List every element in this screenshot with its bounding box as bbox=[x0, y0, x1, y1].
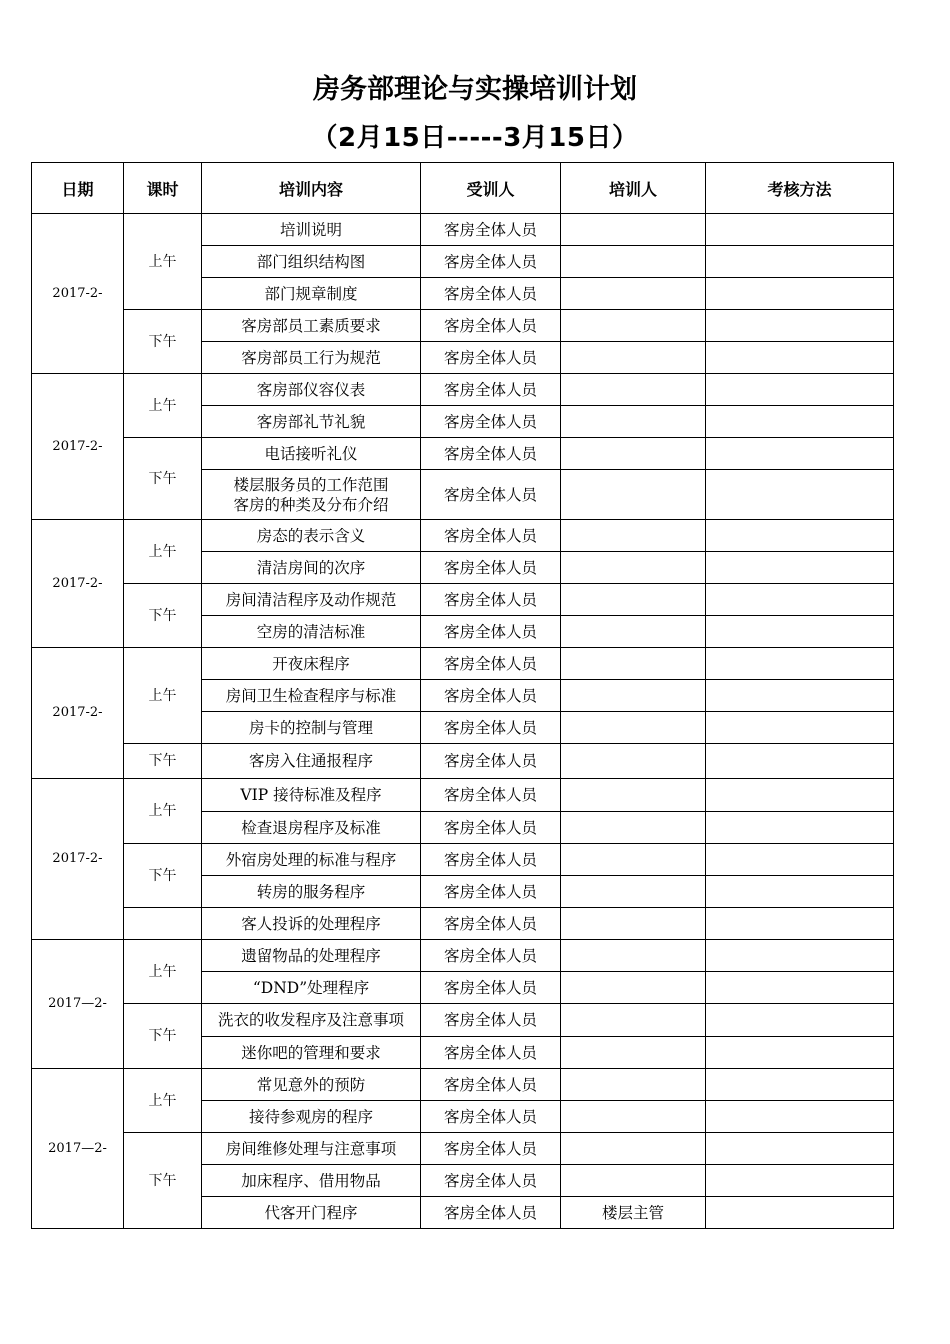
method-cell bbox=[706, 310, 894, 342]
date-cell: 2017-2- bbox=[32, 520, 124, 648]
method-cell bbox=[706, 908, 894, 940]
trainer-cell bbox=[561, 908, 706, 940]
trainer-cell bbox=[561, 1004, 706, 1037]
topic-line: 房间卫生检查程序与标准 bbox=[225, 686, 397, 705]
topic-cell bbox=[202, 1165, 421, 1197]
topic-line: 清洁房间的次序 bbox=[256, 558, 366, 577]
session-cell: 下午 bbox=[124, 1133, 202, 1229]
trainee-cell: 客房全体人员 bbox=[421, 876, 561, 908]
trainee-cell: 客房全体人员 bbox=[421, 812, 561, 844]
topic-line: 部门规章制度 bbox=[264, 284, 358, 303]
table-row bbox=[32, 1069, 894, 1101]
topic-cell bbox=[202, 520, 421, 552]
trainer-cell bbox=[561, 214, 706, 246]
trainee-cell: 客房全体人员 bbox=[421, 1037, 561, 1069]
session-cell: 下午 bbox=[124, 438, 202, 520]
method-cell bbox=[706, 648, 894, 680]
topic-line: “DND”处理程序 bbox=[252, 978, 370, 997]
topic-line: 客房入住通报程序 bbox=[248, 752, 373, 770]
method-cell bbox=[706, 246, 894, 278]
topic-line: 客房部仪容仪表 bbox=[256, 380, 366, 399]
method-cell bbox=[706, 374, 894, 406]
topic-cell bbox=[202, 214, 421, 246]
method-cell bbox=[706, 438, 894, 470]
method-cell bbox=[706, 278, 894, 310]
topic-lines bbox=[249, 751, 373, 771]
date-cell: 2017—2- bbox=[32, 1069, 124, 1229]
session-cell: 上午 bbox=[124, 648, 202, 744]
trainer-cell bbox=[561, 616, 706, 648]
trainer-cell bbox=[561, 470, 706, 520]
trainer-cell bbox=[561, 812, 706, 844]
table-row bbox=[32, 584, 894, 616]
topic-cell bbox=[202, 680, 421, 712]
topic-cell bbox=[202, 616, 421, 648]
topic-line: 加床程序、借用物品 bbox=[241, 1171, 381, 1190]
page-subtitle: （2月15日-----3月15日） bbox=[311, 123, 639, 153]
method-cell bbox=[706, 876, 894, 908]
method-cell bbox=[706, 1197, 894, 1229]
header-session: 课时 bbox=[124, 163, 202, 214]
trainee-cell: 客房全体人员 bbox=[421, 1165, 561, 1197]
topic-lines bbox=[233, 475, 388, 515]
topic-lines bbox=[226, 686, 397, 706]
trainee-cell: 客房全体人员 bbox=[421, 616, 561, 648]
topic-line: 培训说明 bbox=[279, 220, 342, 239]
topic-lines bbox=[241, 316, 381, 336]
table-row bbox=[32, 779, 894, 812]
method-cell bbox=[706, 616, 894, 648]
topic-cell bbox=[202, 940, 421, 972]
table-row bbox=[32, 438, 894, 470]
trainer-cell bbox=[561, 1133, 706, 1165]
trainer-cell bbox=[561, 278, 706, 310]
topic-line: 客房部礼节礼貌 bbox=[256, 412, 366, 431]
trainee-cell: 客房全体人员 bbox=[421, 214, 561, 246]
trainee-cell: 客房全体人员 bbox=[421, 584, 561, 616]
trainee-cell: 客房全体人员 bbox=[421, 940, 561, 972]
method-cell bbox=[706, 1101, 894, 1133]
topic-lines bbox=[226, 1139, 397, 1159]
trainer-cell bbox=[561, 972, 706, 1004]
trainer-cell bbox=[561, 342, 706, 374]
date-cell: 2017-2- bbox=[32, 648, 124, 779]
topic-cell bbox=[202, 278, 421, 310]
table-row bbox=[32, 1004, 894, 1037]
topic-lines bbox=[241, 818, 381, 838]
trainee-cell: 客房全体人员 bbox=[421, 406, 561, 438]
session-cell: 上午 bbox=[124, 520, 202, 584]
trainee-cell: 客房全体人员 bbox=[421, 374, 561, 406]
method-cell bbox=[706, 744, 894, 779]
trainer-cell bbox=[561, 940, 706, 972]
topic-lines bbox=[241, 1043, 381, 1063]
table-row bbox=[32, 648, 894, 680]
trainee-cell: 客房全体人员 bbox=[421, 310, 561, 342]
topic-line: 转房的服务程序 bbox=[256, 882, 366, 901]
session-cell: 下午 bbox=[124, 844, 202, 908]
date-cell: 2017—2- bbox=[32, 940, 124, 1069]
topic-lines bbox=[264, 1203, 357, 1223]
trainer-cell bbox=[561, 246, 706, 278]
method-cell bbox=[706, 779, 894, 812]
header-row bbox=[32, 163, 894, 214]
topic-line: 常见意外的预防 bbox=[256, 1075, 366, 1094]
session-cell: 下午 bbox=[124, 744, 202, 779]
topic-cell bbox=[202, 812, 421, 844]
trainer-cell bbox=[561, 438, 706, 470]
trainee-cell: 客房全体人员 bbox=[421, 648, 561, 680]
topic-cell bbox=[202, 406, 421, 438]
topic-cell bbox=[202, 908, 421, 940]
topic-lines bbox=[226, 850, 397, 870]
trainer-cell bbox=[561, 1165, 706, 1197]
topic-line: 代客开门程序 bbox=[264, 1203, 358, 1222]
trainer-cell bbox=[561, 520, 706, 552]
date-cell: 2017-2- bbox=[32, 214, 124, 374]
topic-lines bbox=[272, 654, 350, 674]
topic-lines bbox=[257, 252, 366, 272]
topic-cell bbox=[202, 648, 421, 680]
header-trainee: 受训人 bbox=[421, 163, 561, 214]
table-row bbox=[32, 844, 894, 876]
page-title: 房务部理论与实操培训计划 bbox=[313, 74, 637, 105]
topic-lines bbox=[218, 1010, 404, 1030]
topic-lines bbox=[249, 718, 373, 738]
header-trainer: 培训人 bbox=[561, 163, 706, 214]
topic-line: 客人投诉的处理程序 bbox=[241, 914, 381, 933]
topic-line: 房间维修处理与注意事项 bbox=[225, 1139, 397, 1158]
trainee-cell: 客房全体人员 bbox=[421, 1069, 561, 1101]
trainer-cell bbox=[561, 406, 706, 438]
trainee-cell: 客房全体人员 bbox=[421, 552, 561, 584]
topic-cell bbox=[202, 310, 421, 342]
trainee-cell: 客房全体人员 bbox=[421, 342, 561, 374]
training-plan-table bbox=[31, 162, 894, 1229]
header-method: 考核方法 bbox=[706, 163, 894, 214]
topic-lines bbox=[240, 785, 381, 805]
trainee-cell: 客房全体人员 bbox=[421, 908, 561, 940]
method-cell bbox=[706, 712, 894, 744]
topic-line: 迷你吧的管理和要求 bbox=[241, 1043, 381, 1062]
topic-lines bbox=[249, 1107, 373, 1127]
table-row bbox=[32, 214, 894, 246]
trainee-cell: 客房全体人员 bbox=[421, 278, 561, 310]
topic-cell bbox=[202, 342, 421, 374]
table-row bbox=[32, 744, 894, 779]
topic-line: 部门组织结构图 bbox=[256, 252, 366, 271]
trainer-cell bbox=[561, 648, 706, 680]
topic-cell bbox=[202, 1197, 421, 1229]
trainer-cell bbox=[561, 374, 706, 406]
topic-cell bbox=[202, 584, 421, 616]
topic-lines bbox=[257, 380, 366, 400]
method-cell bbox=[706, 1004, 894, 1037]
topic-lines bbox=[257, 622, 366, 642]
trainer-cell bbox=[561, 744, 706, 779]
table-row bbox=[32, 1133, 894, 1165]
trainee-cell: 客房全体人员 bbox=[421, 1101, 561, 1133]
trainee-cell: 客房全体人员 bbox=[421, 680, 561, 712]
session-cell: 上午 bbox=[124, 779, 202, 844]
topic-lines bbox=[241, 1171, 381, 1191]
trainer-cell bbox=[561, 712, 706, 744]
trainee-cell: 客房全体人员 bbox=[421, 712, 561, 744]
session-cell: 下午 bbox=[124, 584, 202, 648]
method-cell bbox=[706, 584, 894, 616]
topic-line: 房间清洁程序及动作规范 bbox=[225, 590, 397, 609]
topic-cell bbox=[202, 374, 421, 406]
topic-cell bbox=[202, 552, 421, 584]
topic-lines bbox=[241, 946, 381, 966]
topic-lines bbox=[280, 220, 342, 240]
trainer-cell bbox=[561, 584, 706, 616]
date-cell: 2017-2- bbox=[32, 374, 124, 520]
trainee-cell: 客房全体人员 bbox=[421, 438, 561, 470]
topic-cell bbox=[202, 1037, 421, 1069]
topic-line: 检查退房程序及标准 bbox=[241, 818, 381, 837]
method-cell bbox=[706, 972, 894, 1004]
topic-lines bbox=[253, 978, 369, 998]
trainer-cell bbox=[561, 310, 706, 342]
topic-cell bbox=[202, 246, 421, 278]
topic-line: 接待参观房的程序 bbox=[248, 1107, 373, 1126]
trainer-cell bbox=[561, 1069, 706, 1101]
method-cell bbox=[706, 470, 894, 520]
topic-cell bbox=[202, 1101, 421, 1133]
topic-line: 开夜床程序 bbox=[272, 654, 350, 673]
session-cell: 上午 bbox=[124, 1069, 202, 1133]
session-cell: 上午 bbox=[124, 374, 202, 438]
topic-line: 房态的表示含义 bbox=[256, 526, 366, 545]
topic-line: 洗衣的收发程序及注意事项 bbox=[217, 1011, 404, 1029]
session-cell: 下午 bbox=[124, 1004, 202, 1069]
method-cell bbox=[706, 552, 894, 584]
topic-line: VIP 接待标准及程序 bbox=[240, 786, 382, 804]
trainee-cell: 客房全体人员 bbox=[421, 1004, 561, 1037]
method-cell bbox=[706, 342, 894, 374]
table-row bbox=[32, 520, 894, 552]
topic-cell bbox=[202, 844, 421, 876]
trainer-cell bbox=[561, 1101, 706, 1133]
topic-line: 房卡的控制与管理 bbox=[248, 718, 373, 737]
session-cell: 上午 bbox=[124, 940, 202, 1004]
topic-line: 电话接听礼仪 bbox=[264, 444, 358, 463]
trainee-cell: 客房全体人员 bbox=[421, 1133, 561, 1165]
topic-cell bbox=[202, 1133, 421, 1165]
trainer-cell bbox=[561, 779, 706, 812]
trainee-cell: 客房全体人员 bbox=[421, 520, 561, 552]
topic-cell bbox=[202, 744, 421, 779]
topic-lines bbox=[257, 882, 366, 902]
method-cell bbox=[706, 406, 894, 438]
topic-line: 遗留物品的处理程序 bbox=[241, 946, 381, 965]
trainee-cell: 客房全体人员 bbox=[421, 470, 561, 520]
topic-line: 客房的种类及分布介绍 bbox=[233, 495, 389, 514]
session-cell bbox=[124, 908, 202, 940]
table-row bbox=[32, 940, 894, 972]
topic-lines bbox=[257, 558, 366, 578]
session-cell: 上午 bbox=[124, 214, 202, 310]
method-cell bbox=[706, 680, 894, 712]
topic-lines bbox=[264, 444, 357, 464]
trainer-cell bbox=[561, 876, 706, 908]
topic-cell bbox=[202, 1069, 421, 1101]
topic-lines bbox=[257, 526, 366, 546]
trainee-cell: 客房全体人员 bbox=[421, 1197, 561, 1229]
trainer-cell: 楼层主管 bbox=[561, 1197, 706, 1229]
topic-cell bbox=[202, 876, 421, 908]
topic-lines bbox=[257, 1075, 366, 1095]
topic-cell bbox=[202, 972, 421, 1004]
trainer-cell bbox=[561, 844, 706, 876]
topic-line: 外宿房处理的标准与程序 bbox=[225, 850, 397, 869]
topic-cell bbox=[202, 779, 421, 812]
table-body bbox=[32, 214, 894, 1229]
table-row bbox=[32, 310, 894, 342]
topic-lines bbox=[257, 412, 366, 432]
method-cell bbox=[706, 1165, 894, 1197]
session-cell: 下午 bbox=[124, 310, 202, 374]
topic-lines bbox=[241, 914, 381, 934]
method-cell bbox=[706, 214, 894, 246]
trainer-cell bbox=[561, 1037, 706, 1069]
topic-line: 空房的清洁标准 bbox=[256, 622, 366, 641]
trainee-cell: 客房全体人员 bbox=[421, 246, 561, 278]
method-cell bbox=[706, 1069, 894, 1101]
date-cell: 2017-2- bbox=[32, 779, 124, 940]
trainee-cell: 客房全体人员 bbox=[421, 972, 561, 1004]
topic-cell bbox=[202, 1004, 421, 1037]
table-row bbox=[32, 374, 894, 406]
topic-cell bbox=[202, 712, 421, 744]
table-row bbox=[32, 908, 894, 940]
topic-line: 楼层服务员的工作范围 bbox=[233, 475, 389, 494]
topic-line: 客房部员工素质要求 bbox=[241, 316, 381, 335]
topic-cell bbox=[202, 470, 421, 520]
trainee-cell: 客房全体人员 bbox=[421, 779, 561, 812]
method-cell bbox=[706, 940, 894, 972]
method-cell bbox=[706, 520, 894, 552]
trainee-cell: 客房全体人员 bbox=[421, 844, 561, 876]
topic-lines bbox=[264, 284, 357, 304]
method-cell bbox=[706, 844, 894, 876]
method-cell bbox=[706, 1037, 894, 1069]
method-cell bbox=[706, 1133, 894, 1165]
trainer-cell bbox=[561, 552, 706, 584]
header-topic: 培训内容 bbox=[202, 163, 421, 214]
trainee-cell: 客房全体人员 bbox=[421, 744, 561, 779]
trainer-cell bbox=[561, 680, 706, 712]
topic-line: 客房部员工行为规范 bbox=[241, 348, 381, 367]
topic-lines bbox=[241, 348, 381, 368]
topic-cell bbox=[202, 438, 421, 470]
method-cell bbox=[706, 812, 894, 844]
header-date: 日期 bbox=[32, 163, 124, 214]
topic-lines bbox=[226, 590, 397, 610]
